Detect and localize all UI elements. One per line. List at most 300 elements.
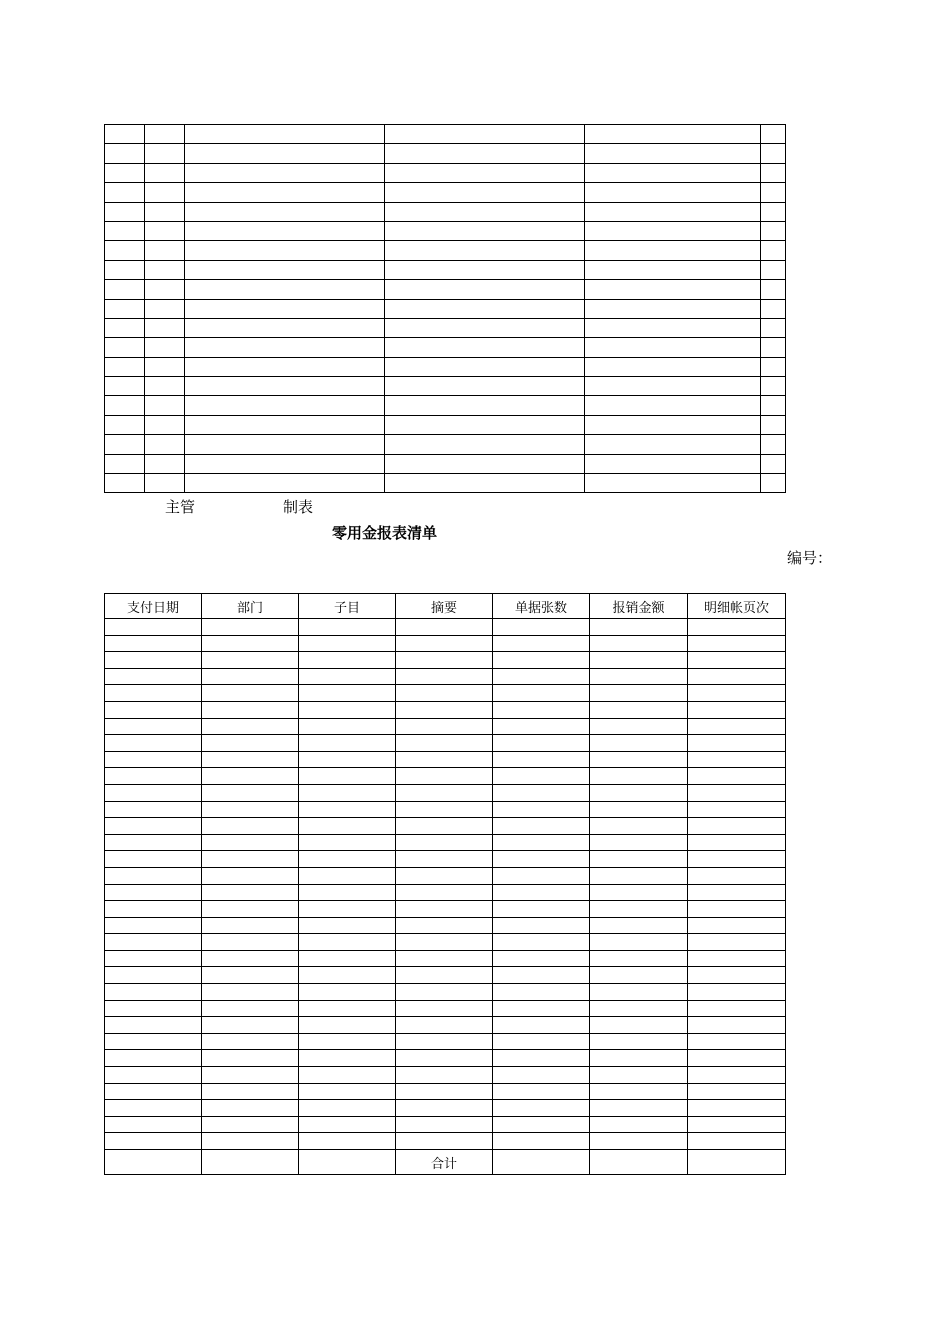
table-cell[interactable] [396, 701, 493, 718]
table-cell[interactable] [105, 867, 202, 884]
table-cell[interactable] [385, 318, 585, 337]
table-cell[interactable] [590, 967, 688, 984]
table-cell[interactable] [590, 950, 688, 967]
table-cell[interactable] [299, 668, 396, 685]
table-cell[interactable] [202, 1017, 299, 1034]
table-cell[interactable] [105, 1133, 202, 1150]
table-cell[interactable] [385, 474, 585, 493]
table-cell[interactable] [493, 751, 590, 768]
table-cell[interactable] [396, 801, 493, 818]
table-cell[interactable] [202, 984, 299, 1001]
table-cell[interactable] [385, 299, 585, 318]
table-cell[interactable] [590, 884, 688, 901]
table-cell[interactable] [299, 1033, 396, 1050]
table-cell[interactable] [493, 1017, 590, 1034]
table-cell[interactable] [105, 260, 145, 279]
table-cell[interactable] [688, 619, 786, 636]
table-cell[interactable] [105, 934, 202, 951]
table-cell[interactable] [299, 751, 396, 768]
table-cell[interactable] [299, 1000, 396, 1017]
table-cell[interactable] [145, 357, 185, 376]
table-cell[interactable] [202, 652, 299, 669]
table-cell[interactable] [493, 1067, 590, 1084]
table-cell[interactable] [493, 619, 590, 636]
table-cell[interactable] [202, 751, 299, 768]
table-cell[interactable] [202, 884, 299, 901]
table-cell[interactable] [385, 357, 585, 376]
table-cell[interactable] [202, 768, 299, 785]
table-cell[interactable] [202, 1133, 299, 1150]
table-cell[interactable] [688, 1000, 786, 1017]
table-cell[interactable] [105, 834, 202, 851]
table-cell[interactable] [396, 984, 493, 1001]
table-cell[interactable] [493, 950, 590, 967]
table-cell[interactable] [396, 1000, 493, 1017]
table-cell[interactable] [299, 701, 396, 718]
table-cell[interactable] [299, 1116, 396, 1133]
table-cell[interactable] [493, 917, 590, 934]
table-cell[interactable] [585, 338, 761, 357]
table-cell[interactable] [493, 1083, 590, 1100]
table-cell[interactable] [761, 396, 786, 415]
table-cell[interactable] [299, 784, 396, 801]
table-cell[interactable] [299, 1067, 396, 1084]
table-cell[interactable] [761, 338, 786, 357]
table-cell[interactable] [493, 867, 590, 884]
table-cell[interactable] [385, 241, 585, 260]
table-cell[interactable] [105, 144, 145, 163]
table-cell[interactable] [585, 318, 761, 337]
table-cell[interactable] [105, 357, 145, 376]
table-cell[interactable] [202, 967, 299, 984]
table-cell[interactable] [761, 280, 786, 299]
table-cell[interactable] [493, 851, 590, 868]
table-cell[interactable] [396, 1116, 493, 1133]
table-cell[interactable] [761, 260, 786, 279]
table-cell[interactable] [688, 884, 786, 901]
table-cell[interactable] [688, 818, 786, 835]
table-cell[interactable] [385, 125, 585, 144]
table-cell[interactable] [590, 635, 688, 652]
table-cell[interactable] [493, 784, 590, 801]
table-cell[interactable] [145, 260, 185, 279]
table-cell[interactable] [585, 357, 761, 376]
table-cell[interactable] [396, 1133, 493, 1150]
table-cell[interactable] [493, 818, 590, 835]
table-cell[interactable] [105, 415, 145, 434]
table-cell[interactable] [688, 1050, 786, 1067]
table-cell[interactable] [385, 144, 585, 163]
table-cell[interactable] [396, 751, 493, 768]
table-cell[interactable] [688, 901, 786, 918]
table-cell[interactable] [493, 735, 590, 752]
table-cell[interactable] [688, 834, 786, 851]
table-cell[interactable] [185, 183, 385, 202]
table-cell[interactable] [185, 144, 385, 163]
table-cell[interactable] [585, 415, 761, 434]
table-cell[interactable] [105, 652, 202, 669]
table-cell[interactable] [105, 950, 202, 967]
table-cell[interactable] [761, 183, 786, 202]
table-cell[interactable] [590, 851, 688, 868]
table-cell[interactable] [385, 260, 585, 279]
table-cell[interactable] [396, 934, 493, 951]
table-cell[interactable] [590, 1133, 688, 1150]
table-cell[interactable] [493, 1100, 590, 1117]
table-cell[interactable] [396, 851, 493, 868]
table-cell[interactable] [202, 668, 299, 685]
table-cell[interactable] [590, 1000, 688, 1017]
table-cell[interactable] [105, 901, 202, 918]
table-cell[interactable] [585, 183, 761, 202]
table-cell[interactable] [105, 435, 145, 454]
table-cell[interactable] [299, 917, 396, 934]
table-cell[interactable] [385, 415, 585, 434]
table-cell[interactable] [105, 318, 145, 337]
table-cell[interactable] [493, 1050, 590, 1067]
table-cell[interactable] [585, 299, 761, 318]
table-cell[interactable] [145, 318, 185, 337]
table-cell[interactable] [185, 415, 385, 434]
table-cell[interactable] [590, 1017, 688, 1034]
table-cell[interactable] [590, 1116, 688, 1133]
table-cell[interactable] [590, 685, 688, 702]
total-cell[interactable] [590, 1150, 688, 1175]
table-cell[interactable] [590, 834, 688, 851]
table-cell[interactable] [105, 241, 145, 260]
table-cell[interactable] [145, 338, 185, 357]
table-cell[interactable] [590, 934, 688, 951]
table-cell[interactable] [585, 396, 761, 415]
table-cell[interactable] [761, 202, 786, 221]
table-cell[interactable] [105, 619, 202, 636]
table-cell[interactable] [105, 221, 145, 240]
table-cell[interactable] [185, 163, 385, 182]
table-cell[interactable] [299, 834, 396, 851]
table-cell[interactable] [105, 454, 145, 473]
table-cell[interactable] [202, 1033, 299, 1050]
table-cell[interactable] [202, 1067, 299, 1084]
table-cell[interactable] [105, 338, 145, 357]
table-cell[interactable] [396, 950, 493, 967]
table-cell[interactable] [105, 784, 202, 801]
table-cell[interactable] [585, 454, 761, 473]
table-cell[interactable] [590, 1050, 688, 1067]
table-cell[interactable] [299, 735, 396, 752]
table-cell[interactable] [105, 1000, 202, 1017]
table-cell[interactable] [185, 299, 385, 318]
table-cell[interactable] [396, 668, 493, 685]
table-cell[interactable] [396, 884, 493, 901]
table-cell[interactable] [396, 1100, 493, 1117]
table-cell[interactable] [493, 884, 590, 901]
table-cell[interactable] [590, 1067, 688, 1084]
table-cell[interactable] [185, 221, 385, 240]
table-cell[interactable] [590, 984, 688, 1001]
table-cell[interactable] [202, 1100, 299, 1117]
table-cell[interactable] [688, 934, 786, 951]
table-cell[interactable] [105, 1017, 202, 1034]
table-cell[interactable] [385, 396, 585, 415]
table-cell[interactable] [202, 818, 299, 835]
table-cell[interactable] [105, 917, 202, 934]
table-cell[interactable] [299, 1050, 396, 1067]
table-cell[interactable] [585, 280, 761, 299]
table-cell[interactable] [145, 415, 185, 434]
table-cell[interactable] [688, 718, 786, 735]
table-cell[interactable] [105, 377, 145, 396]
table-cell[interactable] [299, 867, 396, 884]
table-cell[interactable] [590, 784, 688, 801]
table-cell[interactable] [299, 934, 396, 951]
table-cell[interactable] [585, 377, 761, 396]
table-cell[interactable] [761, 241, 786, 260]
table-cell[interactable] [590, 768, 688, 785]
table-cell[interactable] [493, 718, 590, 735]
table-cell[interactable] [761, 318, 786, 337]
table-cell[interactable] [385, 435, 585, 454]
table-cell[interactable] [299, 851, 396, 868]
table-cell[interactable] [105, 801, 202, 818]
table-cell[interactable] [145, 435, 185, 454]
table-cell[interactable] [590, 1100, 688, 1117]
table-cell[interactable] [396, 1050, 493, 1067]
table-cell[interactable] [385, 280, 585, 299]
table-cell[interactable] [396, 901, 493, 918]
table-cell[interactable] [385, 183, 585, 202]
total-cell[interactable] [688, 1150, 786, 1175]
table-cell[interactable] [396, 834, 493, 851]
table-cell[interactable] [202, 635, 299, 652]
table-cell[interactable] [761, 415, 786, 434]
table-cell[interactable] [493, 984, 590, 1001]
table-cell[interactable] [688, 967, 786, 984]
table-cell[interactable] [590, 652, 688, 669]
table-cell[interactable] [105, 1116, 202, 1133]
table-cell[interactable] [185, 357, 385, 376]
table-cell[interactable] [105, 474, 145, 493]
table-cell[interactable] [590, 718, 688, 735]
table-cell[interactable] [185, 454, 385, 473]
table-cell[interactable] [105, 125, 145, 144]
table-cell[interactable] [145, 377, 185, 396]
table-cell[interactable] [105, 984, 202, 1001]
table-cell[interactable] [105, 299, 145, 318]
table-cell[interactable] [185, 474, 385, 493]
table-cell[interactable] [105, 884, 202, 901]
table-cell[interactable] [396, 1067, 493, 1084]
table-cell[interactable] [396, 784, 493, 801]
table-cell[interactable] [688, 851, 786, 868]
table-cell[interactable] [493, 1000, 590, 1017]
table-cell[interactable] [105, 668, 202, 685]
table-cell[interactable] [105, 202, 145, 221]
table-cell[interactable] [202, 917, 299, 934]
table-cell[interactable] [590, 668, 688, 685]
table-cell[interactable] [299, 652, 396, 669]
table-cell[interactable] [145, 163, 185, 182]
table-cell[interactable] [688, 751, 786, 768]
table-cell[interactable] [493, 668, 590, 685]
table-cell[interactable] [299, 718, 396, 735]
table-cell[interactable] [299, 884, 396, 901]
table-cell[interactable] [396, 652, 493, 669]
table-cell[interactable] [299, 1083, 396, 1100]
table-cell[interactable] [688, 984, 786, 1001]
table-cell[interactable] [590, 735, 688, 752]
table-cell[interactable] [761, 144, 786, 163]
table-cell[interactable] [145, 183, 185, 202]
table-cell[interactable] [299, 984, 396, 1001]
table-cell[interactable] [396, 685, 493, 702]
table-cell[interactable] [202, 701, 299, 718]
table-cell[interactable] [185, 125, 385, 144]
table-cell[interactable] [590, 917, 688, 934]
table-cell[interactable] [493, 701, 590, 718]
table-cell[interactable] [145, 474, 185, 493]
table-cell[interactable] [105, 818, 202, 835]
table-cell[interactable] [396, 1017, 493, 1034]
table-cell[interactable] [385, 377, 585, 396]
table-cell[interactable] [299, 967, 396, 984]
table-cell[interactable] [396, 768, 493, 785]
table-cell[interactable] [585, 435, 761, 454]
table-cell[interactable] [493, 801, 590, 818]
table-cell[interactable] [299, 685, 396, 702]
table-cell[interactable] [688, 950, 786, 967]
table-cell[interactable] [585, 144, 761, 163]
table-cell[interactable] [585, 163, 761, 182]
table-cell[interactable] [493, 967, 590, 984]
table-cell[interactable] [202, 1000, 299, 1017]
table-cell[interactable] [185, 260, 385, 279]
table-cell[interactable] [105, 183, 145, 202]
table-cell[interactable] [105, 735, 202, 752]
table-cell[interactable] [590, 818, 688, 835]
table-cell[interactable] [105, 635, 202, 652]
table-cell[interactable] [105, 396, 145, 415]
table-cell[interactable] [396, 635, 493, 652]
table-cell[interactable] [185, 318, 385, 337]
table-cell[interactable] [493, 685, 590, 702]
table-cell[interactable] [585, 241, 761, 260]
table-cell[interactable] [590, 801, 688, 818]
table-cell[interactable] [145, 144, 185, 163]
table-cell[interactable] [385, 163, 585, 182]
table-cell[interactable] [590, 867, 688, 884]
table-cell[interactable] [202, 718, 299, 735]
table-cell[interactable] [105, 701, 202, 718]
table-cell[interactable] [493, 635, 590, 652]
table-cell[interactable] [688, 1133, 786, 1150]
table-cell[interactable] [590, 1033, 688, 1050]
table-cell[interactable] [590, 619, 688, 636]
table-cell[interactable] [761, 163, 786, 182]
table-cell[interactable] [202, 950, 299, 967]
table-cell[interactable] [202, 735, 299, 752]
table-cell[interactable] [688, 1017, 786, 1034]
table-cell[interactable] [761, 299, 786, 318]
table-cell[interactable] [585, 260, 761, 279]
table-cell[interactable] [385, 202, 585, 221]
table-cell[interactable] [202, 901, 299, 918]
table-cell[interactable] [385, 338, 585, 357]
table-cell[interactable] [493, 901, 590, 918]
table-cell[interactable] [396, 1083, 493, 1100]
table-cell[interactable] [105, 1067, 202, 1084]
table-cell[interactable] [493, 1133, 590, 1150]
total-cell[interactable] [202, 1150, 299, 1175]
table-cell[interactable] [105, 768, 202, 785]
table-cell[interactable] [145, 221, 185, 240]
table-cell[interactable] [585, 474, 761, 493]
table-cell[interactable] [396, 967, 493, 984]
table-cell[interactable] [145, 241, 185, 260]
table-cell[interactable] [299, 1100, 396, 1117]
table-cell[interactable] [688, 652, 786, 669]
table-cell[interactable] [105, 718, 202, 735]
table-cell[interactable] [590, 901, 688, 918]
table-cell[interactable] [688, 867, 786, 884]
table-cell[interactable] [688, 735, 786, 752]
table-cell[interactable] [185, 377, 385, 396]
table-cell[interactable] [202, 851, 299, 868]
table-cell[interactable] [105, 685, 202, 702]
table-cell[interactable] [202, 619, 299, 636]
table-cell[interactable] [385, 221, 585, 240]
table-cell[interactable] [493, 768, 590, 785]
table-cell[interactable] [396, 718, 493, 735]
table-cell[interactable] [688, 701, 786, 718]
table-cell[interactable] [396, 867, 493, 884]
table-cell[interactable] [590, 1083, 688, 1100]
table-cell[interactable] [688, 685, 786, 702]
table-cell[interactable] [493, 1116, 590, 1133]
table-cell[interactable] [299, 768, 396, 785]
table-cell[interactable] [493, 652, 590, 669]
table-cell[interactable] [145, 202, 185, 221]
table-cell[interactable] [688, 1083, 786, 1100]
table-cell[interactable] [299, 635, 396, 652]
table-cell[interactable] [688, 1116, 786, 1133]
table-cell[interactable] [185, 280, 385, 299]
table-cell[interactable] [202, 784, 299, 801]
table-cell[interactable] [202, 834, 299, 851]
table-cell[interactable] [688, 784, 786, 801]
table-cell[interactable] [185, 202, 385, 221]
table-cell[interactable] [396, 917, 493, 934]
total-cell[interactable] [299, 1150, 396, 1175]
table-cell[interactable] [145, 299, 185, 318]
table-cell[interactable] [185, 396, 385, 415]
table-cell[interactable] [396, 735, 493, 752]
table-cell[interactable] [105, 163, 145, 182]
table-cell[interactable] [493, 934, 590, 951]
table-cell[interactable] [688, 1100, 786, 1117]
table-cell[interactable] [105, 1033, 202, 1050]
table-cell[interactable] [688, 668, 786, 685]
table-cell[interactable] [202, 867, 299, 884]
table-cell[interactable] [585, 125, 761, 144]
table-cell[interactable] [202, 1050, 299, 1067]
table-cell[interactable] [688, 1067, 786, 1084]
table-cell[interactable] [585, 202, 761, 221]
table-cell[interactable] [105, 1083, 202, 1100]
table-cell[interactable] [202, 1116, 299, 1133]
table-cell[interactable] [688, 768, 786, 785]
table-cell[interactable] [761, 474, 786, 493]
table-cell[interactable] [299, 1133, 396, 1150]
